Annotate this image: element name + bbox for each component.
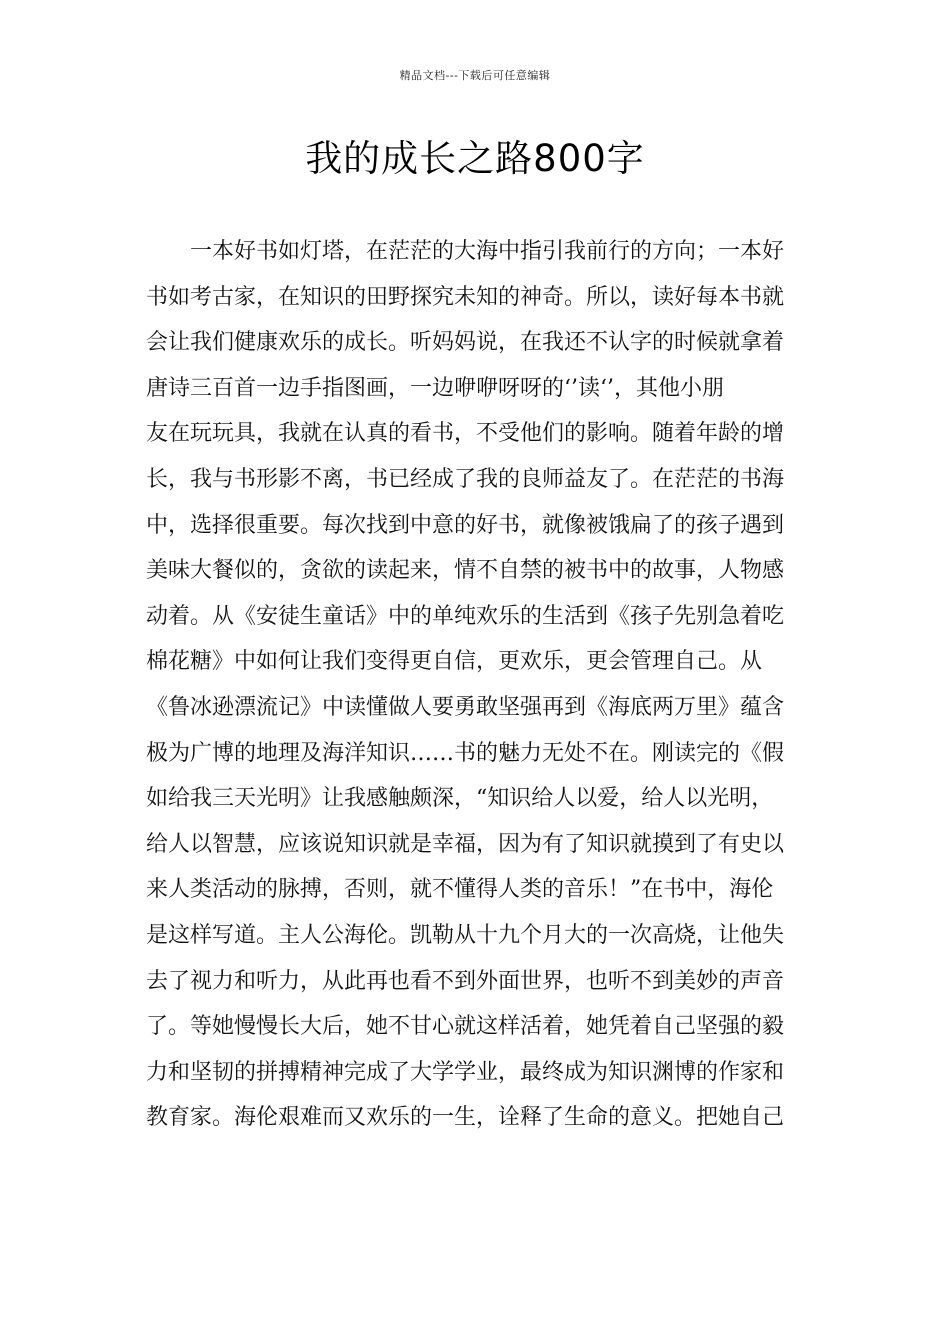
paragraph-line: 一本好书如灯塔，在茫茫的大海中指引我前行的方向；一本好 [190,239,785,264]
paragraph-line: 美味大餐似的，贪欲的读起来，情不自禁的被书中的故事，人物感 [146,558,785,584]
paragraph-line: 《鲁冰逊漂流记》中读懂做人要勇敢坚强再到《海底两万里》蕴含 [146,694,785,720]
paragraph-line: 中，选择很重要。每次找到中意的好书，就像被饿扁了的孩子遇到 [146,512,785,538]
paragraph-line: 去了视力和听力，从此再也看不到外面世界，也听不到美妙的声音 [146,968,785,994]
paragraph-line: 会让我们健康欢乐的成长。听妈妈说，在我还不认字的时候就拿着 [146,330,785,356]
paragraph-line: 友在玩玩具，我就在认真的看书，不受他们的影响。随着年龄的增 [146,421,785,447]
paragraph-line: 动着。从《安徒生童话》中的单纯欢乐的生活到《孩子先别急着吃 [146,603,785,629]
paragraph-line: 教育家。海伦艰难而又欢乐的一生，诠释了生命的意义。把她自己 [146,1105,785,1131]
paragraph-line: 长，我与书形影不离，书已经成了我的良师益友了。在茫茫的书海 [146,466,785,492]
paragraph-line: 力和坚韧的拼搏精神完成了大学学业，最终成为知识渊博的作家和 [146,1059,785,1085]
paragraph-line: 了。等她慢慢长大后，她不甘心就这样活着，她凭着自己坚强的毅 [146,1014,785,1040]
paragraph-line: 是这样写道。主人公海伦。凯勒从十九个月大的一次高烧，让他失 [146,922,785,948]
page-title: 我的成长之路800字 [305,137,645,180]
paragraph-line: 书如考古家，在知识的田野探究未知的神奇。所以，读好每本书就 [146,284,785,310]
paragraph-line: 极为广博的地理及海洋知识……书的魅力无处不在。刚读完的《假 [146,740,785,766]
paragraph-line: 来人类活动的脉搏，否则，就不懂得人类的音乐！”在书中，海伦 [146,877,774,903]
body-paragraph [146,229,806,1141]
paragraph-line: 如给我三天光明》让我感触颇深，“知识给人以爱，给人以光明， [146,786,774,812]
paragraph-line: 唐诗三百首一边手指图画，一边咿咿呀呀的‘’读‘’，其他小朋 [146,375,724,401]
paragraph-line: 给人以智慧，应该说知识就是幸福，因为有了知识就摸到了有史以 [146,831,785,857]
header-note: 精品文档---下载后可任意编辑 [399,69,551,82]
paragraph-line: 棉花糖》中如何让我们变得更自信，更欢乐，更会管理自己。从 [146,649,763,675]
